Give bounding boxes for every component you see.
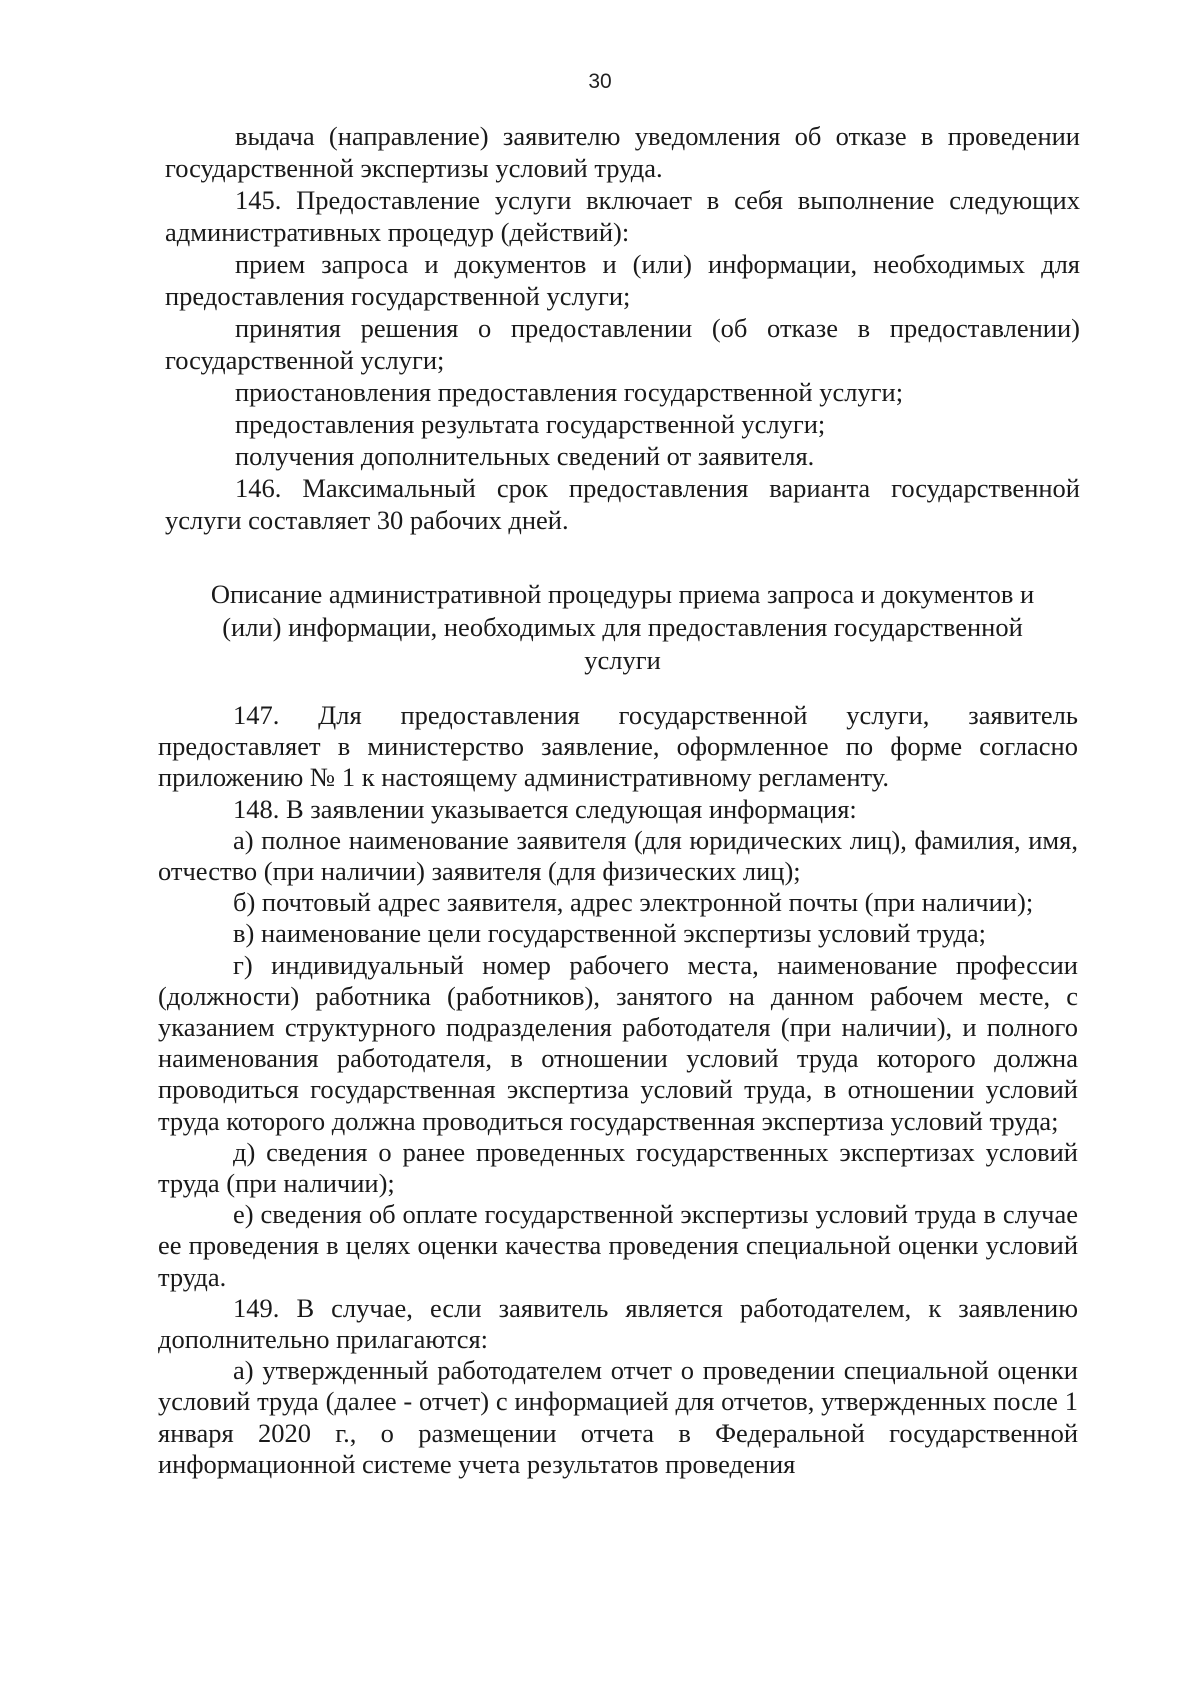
paragraph-148: 148. В заявлении указывается следующая информация: [233,793,857,824]
section-heading [165,578,1080,677]
paragraph-148-b: б) почтовый адрес заявителя, адрес электронной почты (при наличии); [233,887,1034,918]
paragraph-148-a: а) полное наименование заявителя (для юридических лиц), фамилия, имя, отчество (при наличии) заявителя (для физических лиц); [158,824,1078,887]
paragraph-refusal-continuation: выдача (направление) заявителю уведомления об отказе в проведении государственной экспертизы условий труда. [165,121,1080,183]
paragraph-145: 145. Предоставление услуги включает в себя выполнение следующих административных процедур (действий): [165,185,1080,247]
paragraph-148-g: г) индивидуальный номер рабочего места, наименование профессии (должности) работника (работников), занятого на данном рабочем месте, с указанием структурного подразделения работодателя (при наличии), и полного наименования работодателя, в отношении условий труда которого должна проводиться государственная экспертиза условий труда, в отношении условий труда которого должна проводиться государственная экспертиза условий труда; [158,949,1078,1136]
paragraph-146: 146. Максимальный срок предоставления варианта государственной услуги составляет 30 рабочих дней. [165,473,1080,535]
paragraph-149: 149. В случае, если заявитель является работодателем, к заявлению дополнительно прилагаются: [158,1292,1078,1355]
body-text-bottom [158,700,1078,1480]
paragraph-procedure-5: получения дополнительных сведений от заявителя. [235,441,815,471]
section-heading-line: (или) информации, необходимых для предоставления государственной [222,612,1023,642]
paragraph-procedure-4: предоставления результата государственной услуги; [235,409,826,439]
page-number: 30 [588,70,612,93]
section-heading-line: услуги [584,645,661,675]
paragraph-148-d: д) сведения о ранее проведенных государственных экспертизах условий труда (при наличии); [158,1136,1078,1199]
paragraph-149-a: а) утвержденный работодателем отчет о проведении специальной оценки условий труда (далее - отчет) с информацией для отчетов, утвержденных после 1 января 2020 г., о размещении отчета в Федеральной государственной информационной системе учета результатов проведения [158,1355,1078,1479]
paragraph-148-e: е) сведения об оплате государственной экспертизы условий труда в случае ее проведения в целях оценки качества проведения специальной оценки условий труда. [158,1199,1078,1292]
paragraph-147: 147. Для предоставления государственной услуги, заявитель предоставляет в министерство заявление, оформленное по форме согласно приложению № 1 к настоящему административному регламенту. [158,700,1078,793]
paragraph-procedure-2: принятия решения о предоставлении (об отказе в предоставлении) государственной услуги; [165,313,1080,375]
paragraph-procedure-1: прием запроса и документов и (или) информации, необходимых для предоставления государственной услуги; [165,249,1080,311]
body-text-top [165,120,1080,536]
paragraph-procedure-3: приостановления предоставления государственной услуги; [235,377,904,407]
section-heading-line: Описание административной процедуры приема запроса и документов и [210,579,1035,609]
paragraph-148-v: в) наименование цели государственной экспертизы условий труда; [233,918,987,949]
